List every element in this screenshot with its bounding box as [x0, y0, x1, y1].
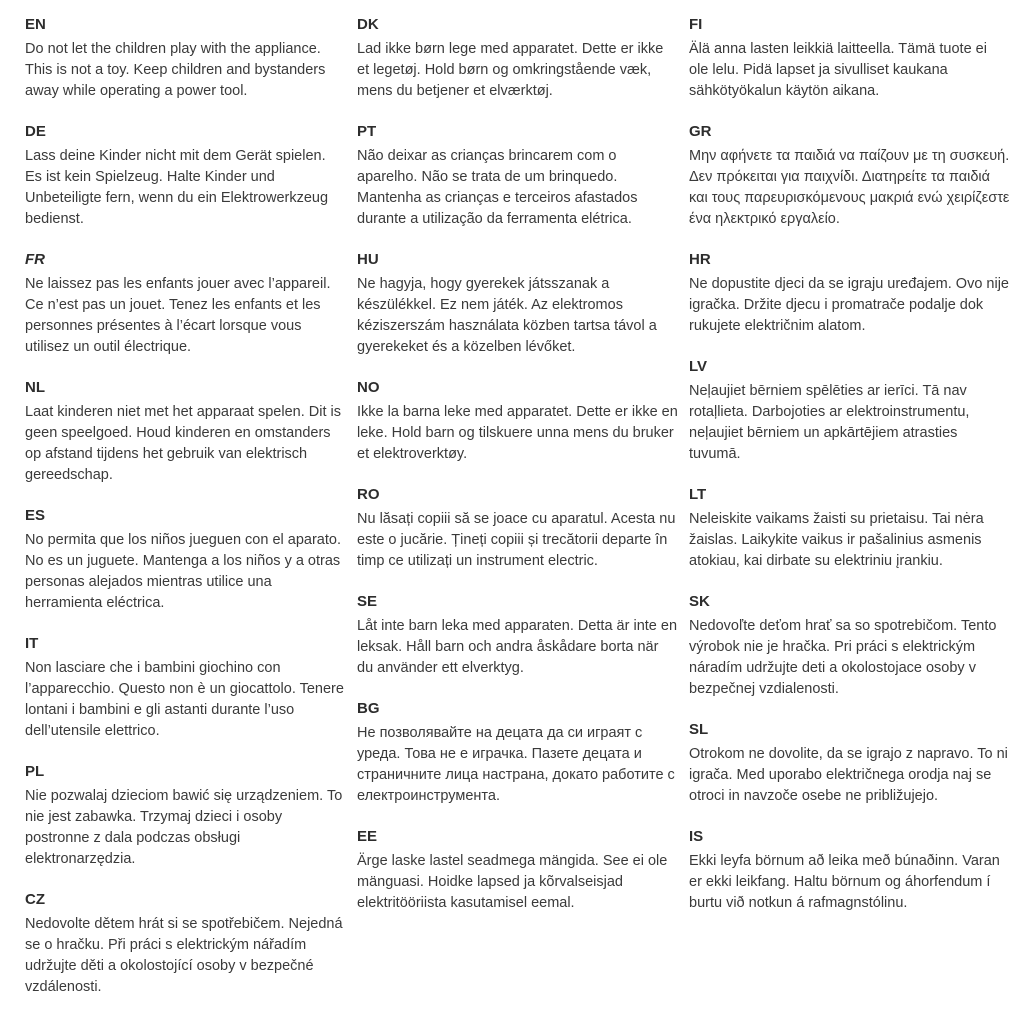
language-text: Låt inte barn leka med apparaten. Detta är inte en leksak. Håll barn och andra åskådare borta när du använder ett elverktyg. [357, 618, 678, 676]
language-code: LV [689, 358, 708, 375]
language-code: BG [357, 700, 380, 717]
language-text: Ikke la barna leke med apparatet. Dette er ikke en leke. Hold barn og tilskuere unna mens du bruker et elektroverktøy. [357, 404, 678, 462]
language-text: Ne dopustite djeci da se igraju uređajem. Ovo nije igračka. Držite djecu i promatrače podalje dok rukujete električnim alatom. [689, 276, 1009, 334]
language-section [689, 14, 1010, 102]
language-text: Ekki leyfa börnum að leika með búnaðinn. Varan er ekki leikfang. Haltu börnum og áhorfendum í burtu við notkun á rafmagnstólinu. [689, 853, 1000, 911]
language-text: Ne hagyja, hogy gyerekek játsszanak a készülékkel. Ez nem játék. Az elektromos kéziszerszám használata közben tartsa távol a gyerekeket és a közelben lévőket. [357, 276, 657, 355]
language-code: HR [689, 251, 711, 268]
language-text: No permita que los niños jueguen con el aparato. No es un juguete. Mantenga a los niños y a otras personas alejados mientras utilice una herramienta eléctrica. [25, 532, 341, 611]
column-right [689, 14, 1010, 1017]
language-code: CZ [25, 891, 45, 908]
language-section [25, 889, 346, 998]
language-section [357, 591, 678, 679]
language-section [689, 121, 1010, 230]
language-text: Μην αφήνετε τα παιδιά να παίζουν με τη συσκευή. Δεν πρόκειται για παιχνίδι. Διατηρείτε τα παιδιά και τους παρευρισκόμενους μακριά ενώ χειρίζεστε ένα ηλεκτρικό εργαλείο. [689, 148, 1010, 227]
language-text: Lass deine Kinder nicht mit dem Gerät spielen. Es ist kein Spielzeug. Halte Kinder und Unbeteiligte fern, wenn du ein Elektrowerkzeug bedienst. [25, 148, 329, 227]
language-text: Neleiskite vaikams žaisti su prietaisu. Tai nėra žaislas. Laikykite vaikus ir pašalinius asmenis atokiau, kai dirbate su elektriniu įrankiu. [689, 511, 984, 569]
language-text: Не позволявайте на децата да си играят с уреда. Това не е играчка. Пазете децата и страничните лица настрана, докато работите с електроинструмента. [357, 725, 675, 804]
language-section [25, 121, 346, 230]
language-code: HU [357, 251, 379, 268]
language-code: SE [357, 593, 378, 610]
language-section [689, 826, 1010, 914]
language-section [357, 377, 678, 465]
language-text: Otrokom ne dovolite, da se igrajo z napravo. To ni igrača. Med uporabo električnega orodja naj se otroci in navzoče osebe ne približujejo. [689, 746, 1008, 804]
language-code: FR [25, 251, 45, 268]
language-section [25, 761, 346, 870]
language-code: SK [689, 593, 710, 610]
language-code: DE [25, 123, 46, 140]
language-text: Neļaujiet bērniem spēlēties ar ierīci. Tā nav rotaļlieta. Darbojoties ar elektroinstrumentu, neļaujiet bērniem un apkārtējiem atrasties tuvumā. [689, 383, 970, 462]
language-code: IT [25, 635, 39, 652]
language-section [25, 14, 346, 102]
language-text: Do not let the children play with the appliance. This is not a toy. Keep children and bystanders away while operating a power tool. [25, 41, 326, 99]
language-section [25, 249, 346, 358]
language-code: GR [689, 123, 712, 140]
language-text: Ärge laske lastel seadmega mängida. See ei ole mänguasi. Hoidke lapsed ja kõrvalseisjad elektritööriista kasutamisel eemal. [357, 853, 668, 911]
language-code: PT [357, 123, 377, 140]
language-section [25, 505, 346, 614]
language-section [357, 121, 678, 230]
language-section [357, 826, 678, 914]
language-text: Nedovolte dětem hrát si se spotřebičem. Nejedná se o hračku. Při práci s elektrickým nářadím udržujte děti a okolostojící osoby v bezpečné vzdálenosti. [25, 916, 343, 995]
language-section [357, 249, 678, 358]
language-section [25, 633, 346, 742]
language-code: DK [357, 16, 379, 33]
language-section [689, 249, 1010, 337]
language-text: Nu lăsați copiii să se joace cu aparatul. Acesta nu este o jucărie. Țineți copiii și trecătorii departe în timp ce utilizați un instrument electric. [357, 511, 676, 569]
language-text: Älä anna lasten leikkiä laitteella. Tämä tuote ei ole lelu. Pidä lapset ja sivulliset kaukana sähkötyökalun käytön aikana. [689, 41, 987, 99]
language-code: PL [25, 763, 45, 780]
language-code: SL [689, 721, 709, 738]
language-code: EE [357, 828, 378, 845]
language-code: EN [25, 16, 46, 33]
language-section [689, 484, 1010, 572]
language-text: Ne laissez pas les enfants jouer avec l’appareil. Ce n’est pas un jouet. Tenez les enfants et les personnes présentes à l’écart lorsque vous utilisez un outil électrique. [25, 276, 331, 355]
language-text: Não deixar as crianças brincarem com o aparelho. Não se trata de um brinquedo. Mantenha as crianças e terceiros afastados durante a utilização da ferramenta elétrica. [357, 148, 638, 227]
language-code: IS [689, 828, 704, 845]
language-text: Laat kinderen niet met het apparaat spelen. Dit is geen speelgoed. Houd kinderen en omstanders op afstand tijdens het gebruik van elektrisch gereedschap. [25, 404, 341, 483]
column-middle [357, 14, 678, 1017]
language-section [689, 719, 1010, 807]
language-section [357, 484, 678, 572]
language-code: NO [357, 379, 380, 396]
language-code: RO [357, 486, 380, 503]
language-code: FI [689, 16, 703, 33]
language-section [689, 356, 1010, 465]
language-section [357, 698, 678, 807]
column-left [25, 14, 346, 1017]
language-section [357, 14, 678, 102]
language-text: Nedovoľte deťom hrať sa so spotrebičom. Tento výrobok nie je hračka. Pri práci s elektrickým náradím udržujte deti a okolostojace osoby v bezpečnej vzdialenosti. [689, 618, 997, 697]
language-code: LT [689, 486, 707, 503]
language-text: Lad ikke børn lege med apparatet. Dette er ikke et legetøj. Hold børn og omkringstående væk, mens du betjener et elværktøj. [357, 41, 664, 99]
language-code: ES [25, 507, 46, 524]
language-section [689, 591, 1010, 700]
language-code: NL [25, 379, 45, 396]
language-section [25, 377, 346, 486]
language-text: Nie pozwalaj dzieciom bawić się urządzeniem. To nie jest zabawka. Trzymaj dzieci i osoby postronne z dala podczas obsługi elektronarzędzia. [25, 788, 343, 867]
language-text: Non lasciare che i bambini giochino con l’apparecchio. Questo non è un giocattolo. Tenere lontani i bambini e gli astanti durante l’uso dell’utensile elettrico. [25, 660, 344, 739]
